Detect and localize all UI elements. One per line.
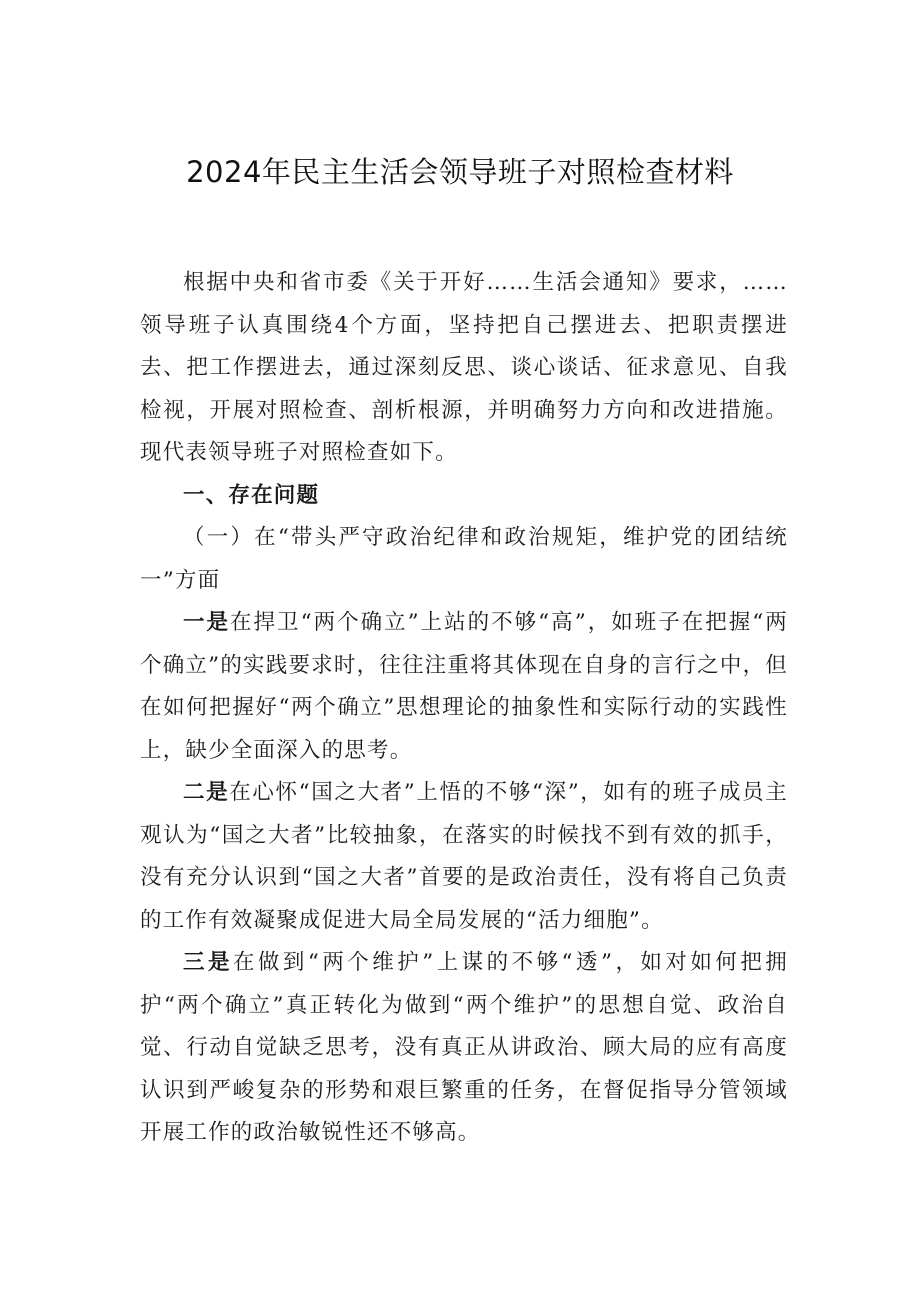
section-heading: 一、存在问题 xyxy=(183,482,320,508)
issue-text-3: 在做到“两个维护”上谋的不够“透”，如对如何把拥护“两个确立”真正转化为做到“两个维护”的思想自觉、政治自觉、行动自觉缺乏思考，没有真正从讲政治、顾大局的应有高度认识到严峻复杂的形势和艰巨繁重的任务，在督促指导分管领域开展工作的政治敏锐性还不够高。 xyxy=(140,950,788,1145)
issue-paragraph-3 xyxy=(140,942,788,1155)
issue-paragraph-2 xyxy=(140,772,788,942)
intro-paragraph: 根据中央和省市委《关于开好……生活会通知》要求，……领导班子认真围绕4个方面，坚持把自己摆进去、把职责摆进去、把工作摆进去，通过深刻反思、谈心谈话、征求意见、自我检视，开展对照检查、剖析根源，并明确努力方向和改进措施。现代表领导班子对照检查如下。 xyxy=(140,270,788,465)
subsection-heading: （一）在“带头严守政治纪律和政治规矩，维护党的团结统一”方面 xyxy=(140,525,788,593)
issue-lead-3: 三是 xyxy=(183,950,233,975)
document-title: 2024年民主生活会领导班子对照检查材料 xyxy=(186,155,734,189)
document-body xyxy=(140,262,788,1155)
issue-paragraph-1 xyxy=(140,602,788,772)
issue-text-2: 在心怀“国之大者”上悟的不够“深”，如有的班子成员主观认为“国之大者”比较抽象，在落实的时候找不到有效的抓手，没有充分认识到“国之大者”首要的是政治责任，没有将自己负责的工作有效凝聚成促进大局全局发展的“活力细胞”。 xyxy=(140,780,788,933)
issue-text-1: 在捍卫“两个确立”上站的不够“高”，如班子在把握“两个确立”的实践要求时，往往注重将其体现在自身的言行之中，但在如何把握好“两个确立”思想理论的抽象性和实际行动的实践性上，缺少全面深入的思考。 xyxy=(140,610,788,763)
issue-lead-1: 一是 xyxy=(183,610,231,635)
issue-lead-2: 二是 xyxy=(183,780,230,805)
